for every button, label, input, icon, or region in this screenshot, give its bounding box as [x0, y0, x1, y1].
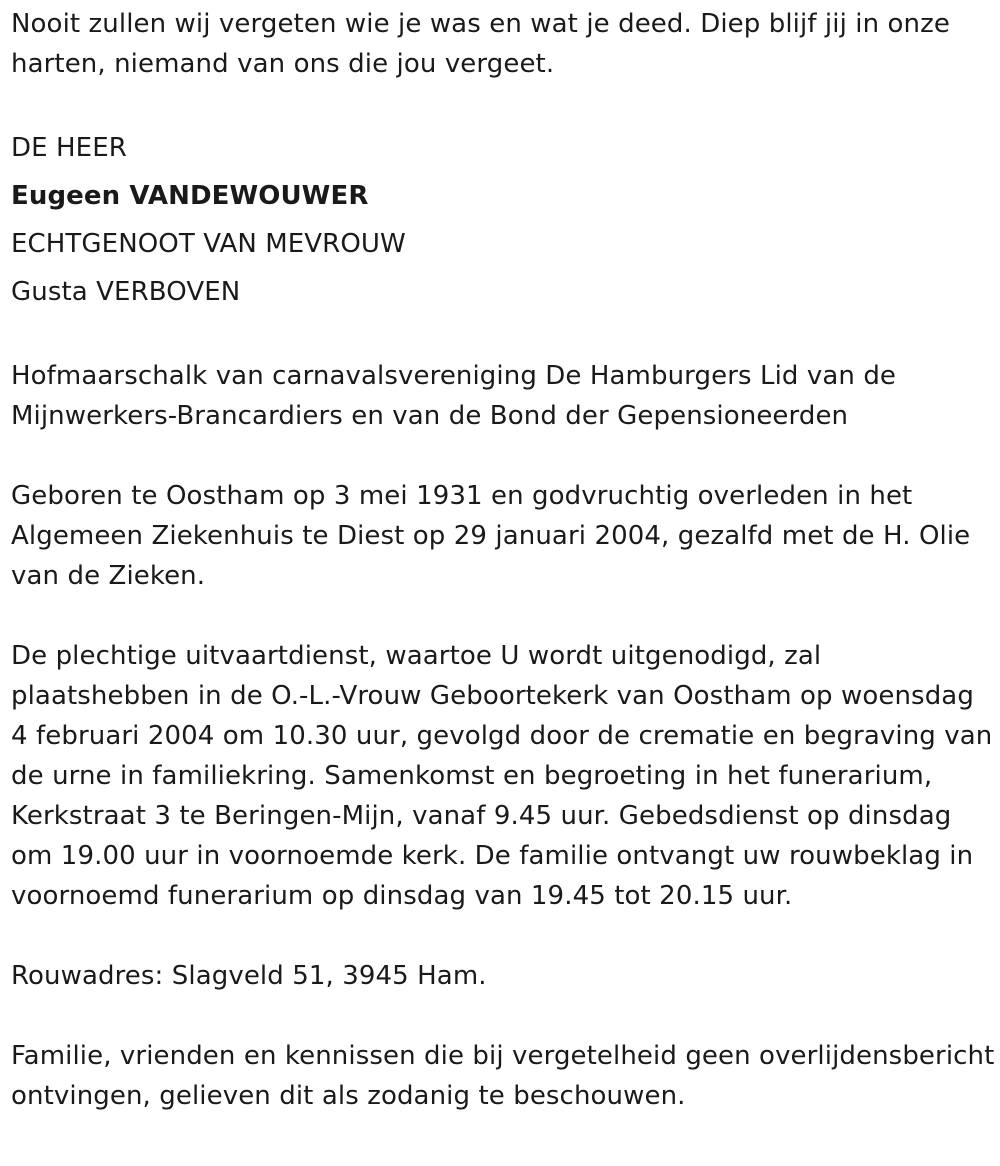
- mourning-address: Rouwadres: Slagveld 51, 3945 Ham.: [11, 961, 487, 991]
- spacer: [11, 84, 996, 124]
- obituary-notice: [11, 4, 996, 1116]
- spouse-name: Gusta VERBOVEN: [11, 277, 241, 307]
- funeral-paragraph: De plechtige uitvaartdienst, waartoe U wordt uitgenodigd, zal plaatshebben in de O.-L.-Vrouw Geboortekerk van Oostham op woensdag 4 februari 2004 om 10.30 uur, gevolgd door de crematie en begraving van de urne in familiekring. Samenkomst en begroeting in het funerarium, Kerkstraat 3 te Beringen-Mijn, vanaf 9.45 uur. Gebedsdienst op dinsdag om 19.00 uur in voornoemde kerk. De familie ontvangt uw rouwbeklag in voornoemd funerarium op dinsdag van 19.45 tot 20.15 uur.: [11, 641, 993, 911]
- deceased-name: Eugeen VANDEWOUWER: [11, 181, 369, 211]
- relation-line: ECHTGENOOT VAN MEVROUW: [11, 229, 406, 259]
- opening-verse: Nooit zullen wij vergeten wie je was en wat je deed. Diep blijf jij in onze harten, niemand van ons die jou vergeet.: [11, 9, 950, 79]
- spacer: [11, 916, 996, 956]
- memberships-paragraph: Hofmaarschalk van carnavalsvereniging De Hamburgers Lid van de Mijnwerkers-Brancardiers en van de Bond der Gepensioneerden: [11, 361, 897, 431]
- birth-death-paragraph: Geboren te Oostham op 3 mei 1931 en godvruchtig overleden in het Algemeen Ziekenhuis te Diest op 29 januari 2004, gezalfd met de H. Olie van de Zieken.: [11, 481, 971, 591]
- spacer: [11, 596, 996, 636]
- spacer: [11, 996, 996, 1036]
- deceased-title: DE HEER: [11, 133, 127, 163]
- closing-paragraph: Familie, vrienden en kennissen die bij vergetelheid geen overlijdensbericht ontvingen, gelieven dit als zodanig te beschouwen.: [11, 1041, 995, 1111]
- spacer: [11, 436, 996, 476]
- spacer: [11, 316, 996, 356]
